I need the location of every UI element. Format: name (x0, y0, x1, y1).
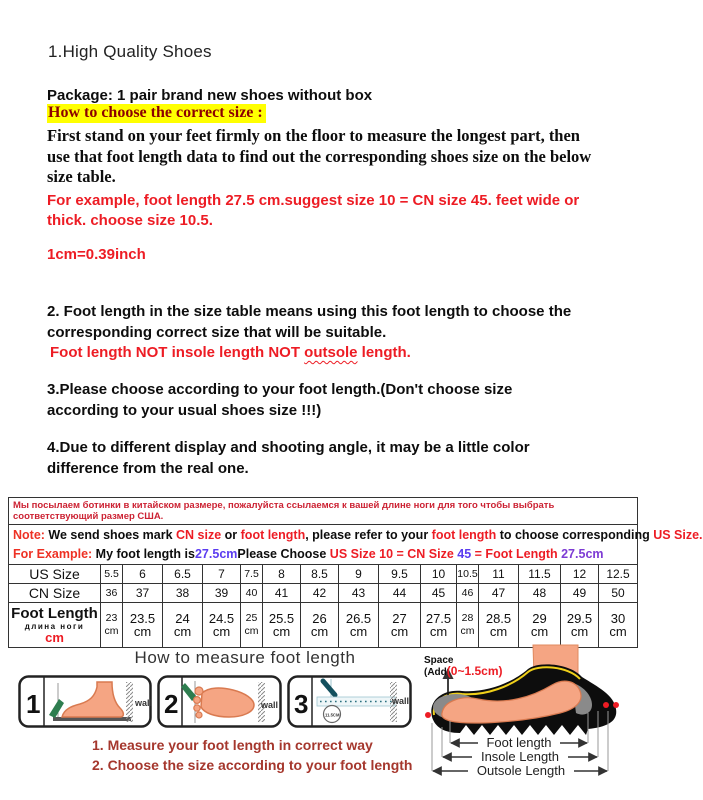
size-cell: 28.5 cm (479, 603, 519, 648)
size-example-text: For example, foot length 27.5 cm.suggest size 10 = CN size 45. feet wide or thick. choose size 10.5. (47, 192, 580, 229)
step-3-number: 3 (294, 689, 309, 719)
wall-hatch (126, 682, 133, 722)
size-cell: 9.5 (379, 565, 421, 584)
step-1-number: 1 (26, 689, 41, 719)
table-note-line: Note: We send shoes mark CN size or foot length, please refer to your foot length to choose corresponding US Size. (13, 528, 703, 542)
table-row-cn-size (9, 584, 638, 603)
package-line: Package: 1 pair brand new shoes without box (47, 87, 373, 104)
size-cell: 48 (519, 584, 561, 603)
size-cell: 26 cm (301, 603, 339, 648)
table-row-note (9, 525, 638, 565)
size-cell: 46 (457, 584, 479, 603)
size-cell: 42 (301, 584, 339, 603)
size-cell: 11.5 (519, 565, 561, 584)
size-cell: 27 cm (379, 603, 421, 648)
size-cell: 37 (123, 584, 163, 603)
foot-length-unit: cm (45, 630, 64, 645)
space-allowance-label: Space (Add(0~1.5cm) (424, 655, 503, 678)
size-cell: 12 (561, 565, 599, 584)
size-cell: 50 (599, 584, 638, 603)
measure-step-3-illustration (287, 675, 412, 728)
size-cell: 43 (339, 584, 379, 603)
measure-caption-2: 2. Choose the size according to your foot length (92, 757, 413, 773)
insole-length-dim-label: Insole Length (480, 749, 560, 764)
wall-label: wall (261, 700, 279, 710)
size-cell: 30 cm (599, 603, 638, 648)
size-cell: 38 (163, 584, 203, 603)
size-cell: 49 (561, 584, 599, 603)
size-cell: 24.5 cm (203, 603, 241, 648)
size-cell: 6.5 (163, 565, 203, 584)
table-row-foot-length (9, 603, 638, 648)
unit-conversion-text: 1cm=0.39inch (47, 246, 146, 263)
size-cell: 9 (339, 565, 379, 584)
russian-note-text: Мы посылаем ботинки в китайском размере, пожалуйста ссылаемся к вашей длине ноги для того чтобы выбрать соответствующий размер США. (9, 498, 638, 525)
size-table (8, 497, 703, 648)
size-cell: 26.5 cm (339, 603, 379, 648)
size-cell: 45 (421, 584, 457, 603)
note-foot-length: 2. Foot length in the size table means using this foot length to choose the corresponding correct size that will be suitable. (47, 303, 572, 341)
measuring-instructions: First stand on your feet firmly on the floor to measure the longest part, then use that foot length data to find out the corresponding shoes size on the below size table. (47, 126, 592, 186)
size-cell: 12.5 (599, 565, 638, 584)
measure-section-title: How to measure foot length (134, 648, 356, 667)
size-cell: 23 cm (101, 603, 123, 648)
size-cell: 28 cm (457, 603, 479, 648)
size-cell: 8 (263, 565, 301, 584)
size-cell: 23.5 cm (123, 603, 163, 648)
foot-length-dim-label: Foot length (486, 735, 552, 750)
size-cell: 44 (379, 584, 421, 603)
note-color-difference: 4.Due to different display and shooting angle, it may be a little color difference from the real one. (47, 439, 530, 477)
size-cell: 10.5 (457, 565, 479, 584)
size-cell: 25 cm (241, 603, 263, 648)
measure-caption-1: 1. Measure your foot length in correct way (92, 737, 373, 753)
size-guide-heading: How to choose the correct size : (47, 104, 266, 123)
wall-label: wall (392, 696, 410, 706)
size-cell: 7 (203, 565, 241, 584)
measurement-circle-label: 11.5CM (325, 712, 340, 718)
size-cell: 36 (101, 584, 123, 603)
size-cell: 6 (123, 565, 163, 584)
note-foot-length-warning: Foot length NOT insole length NOT outsole length. (50, 344, 411, 361)
wall-label: wall (135, 698, 153, 708)
step-2-number: 2 (164, 689, 179, 719)
size-cell: 10 (421, 565, 457, 584)
foot-length-row-label (9, 603, 101, 648)
size-cell: 25.5 cm (263, 603, 301, 648)
size-cell: 7.5 (241, 565, 263, 584)
page-title: 1.High Quality Shoes (48, 42, 212, 61)
size-cell: 29 cm (519, 603, 561, 648)
size-cell: 41 (263, 584, 301, 603)
foot-length-label-ru: длина ноги (24, 622, 85, 631)
outsole-length-dim-label: Outsole Length (476, 763, 566, 778)
table-example-line: For Example: My foot length is27.5cmPlease Choose US Size 10 = CN Size 45 = Foot Length 27.5cm (13, 546, 604, 561)
measure-step-2-illustration (157, 675, 282, 728)
size-cell: 39 (203, 584, 241, 603)
size-cell: 5.5 (101, 565, 123, 584)
foot-length-label-en: Foot Length (11, 605, 98, 622)
table-row-russian-note (9, 498, 638, 525)
measure-step-1-illustration (18, 675, 152, 728)
table-row-us-size (9, 565, 638, 584)
us-size-row-label: US Size (9, 565, 101, 584)
size-cell: 11 (479, 565, 519, 584)
size-cell: 40 (241, 584, 263, 603)
size-cell: 27.5 cm (421, 603, 457, 648)
note-choose-by-foot-length: 3.Please choose according to your foot length.(Don't choose size according to your usual shoes size !!!) (47, 381, 513, 419)
size-cell: 47 (479, 584, 519, 603)
size-cell: 24 cm (163, 603, 203, 648)
size-cell: 29.5 cm (561, 603, 599, 648)
size-cell: 8.5 (301, 565, 339, 584)
cn-size-row-label: CN Size (9, 584, 101, 603)
